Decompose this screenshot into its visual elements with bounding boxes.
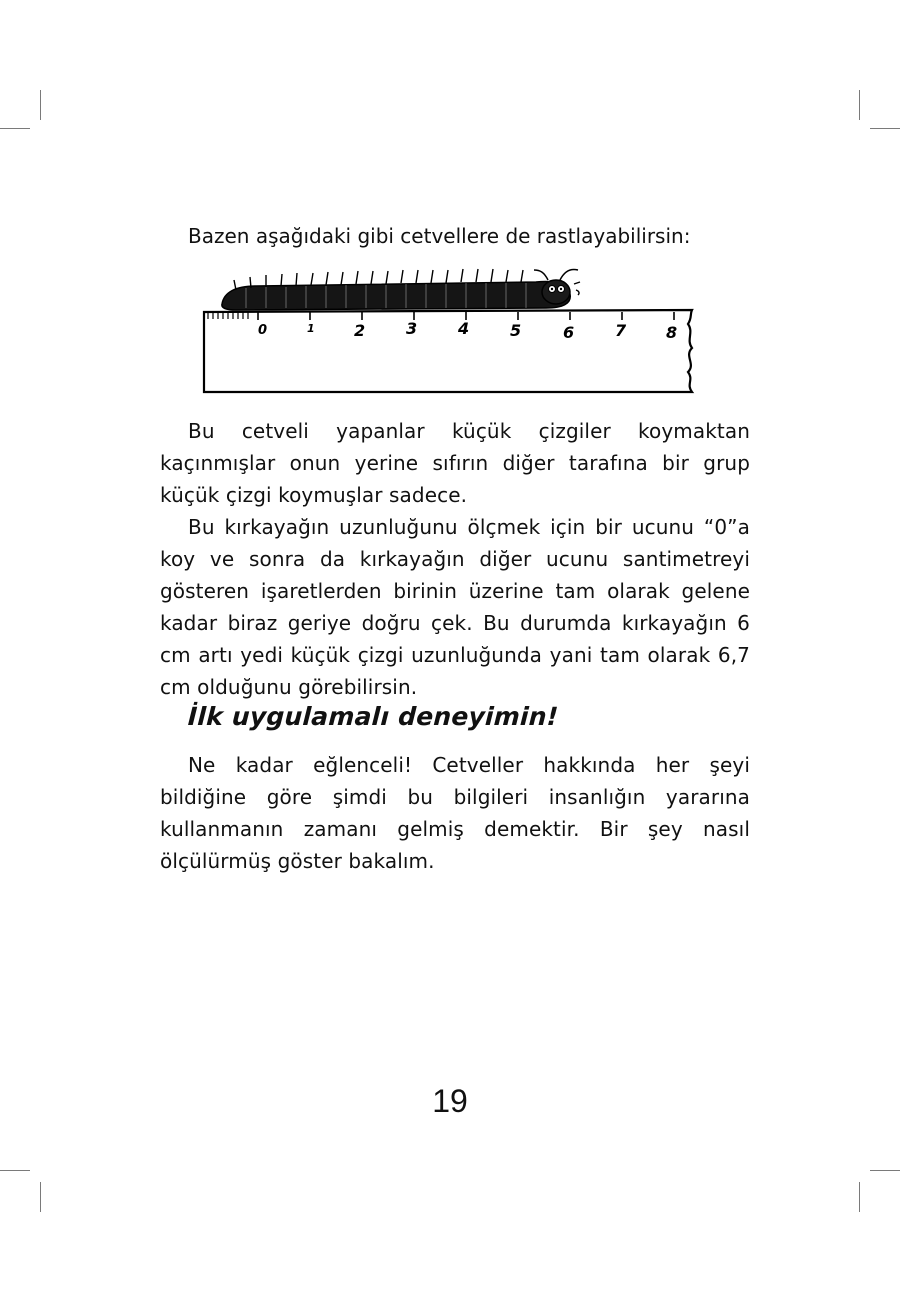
paragraph-1: Bu cetveli yapanlar küçük çizgiler koymaktan kaçınmışlar onun yerine sıfırın diğer tarafına bir grup küçük çizgi koymuşlar sadece.: [160, 419, 750, 507]
page-number: 19: [432, 1083, 468, 1119]
ruler-label: 0: [258, 323, 268, 338]
crop-mark: [859, 90, 860, 120]
body-text-2: [160, 749, 750, 877]
crop-mark: [870, 128, 900, 129]
section-heading: İlk uygulamalı deneyimin!: [187, 702, 560, 731]
centipede-illustration: [222, 269, 580, 310]
intro-sentence: Bazen aşağıdaki gibi cetvellere de rastlayabilirsin:: [188, 224, 691, 248]
ruler-label: 1: [307, 322, 315, 335]
ruler-label: 5: [510, 321, 522, 340]
crop-mark: [0, 128, 30, 129]
body-text: [160, 415, 750, 703]
ruler-label: 4: [458, 319, 470, 338]
paragraph-3: Ne kadar eğlenceli! Cetveller hakkında her şeyi bildiğine göre şimdi bu bilgileri insanlığın yararına kullanmanın zamanı gelmiş demektir. Bir şey nasıl ölçülürmüş göster bakalım.: [160, 753, 750, 873]
ruler-label: 2: [354, 321, 366, 340]
ruler-label: 3: [406, 319, 418, 338]
crop-mark: [859, 1182, 860, 1212]
crop-mark: [870, 1170, 900, 1171]
ruler-label: 6: [563, 323, 575, 342]
crop-mark: [40, 90, 41, 120]
crop-mark: [0, 1170, 30, 1171]
paragraph-2: Bu kırkayağın uzunluğunu ölçmek için bir ucunu “0”a koy ve sonra da kırkayağın diğer ucunu santimetreyi gösteren işaretlerden birinin üzerine tam olarak gelene kadar biraz geriye doğru çek. Bu durumda kırkayağın 6 cm artı yedi küçük çizgi uzunluğunda yani tam olarak 6,7 cm olduğunu görebilirsin.: [160, 515, 750, 699]
crop-mark: [40, 1182, 41, 1212]
ruler-with-centipede-illustration: [196, 258, 706, 398]
ruler-label: 7: [615, 321, 627, 340]
ruler-label: 8: [666, 323, 678, 342]
